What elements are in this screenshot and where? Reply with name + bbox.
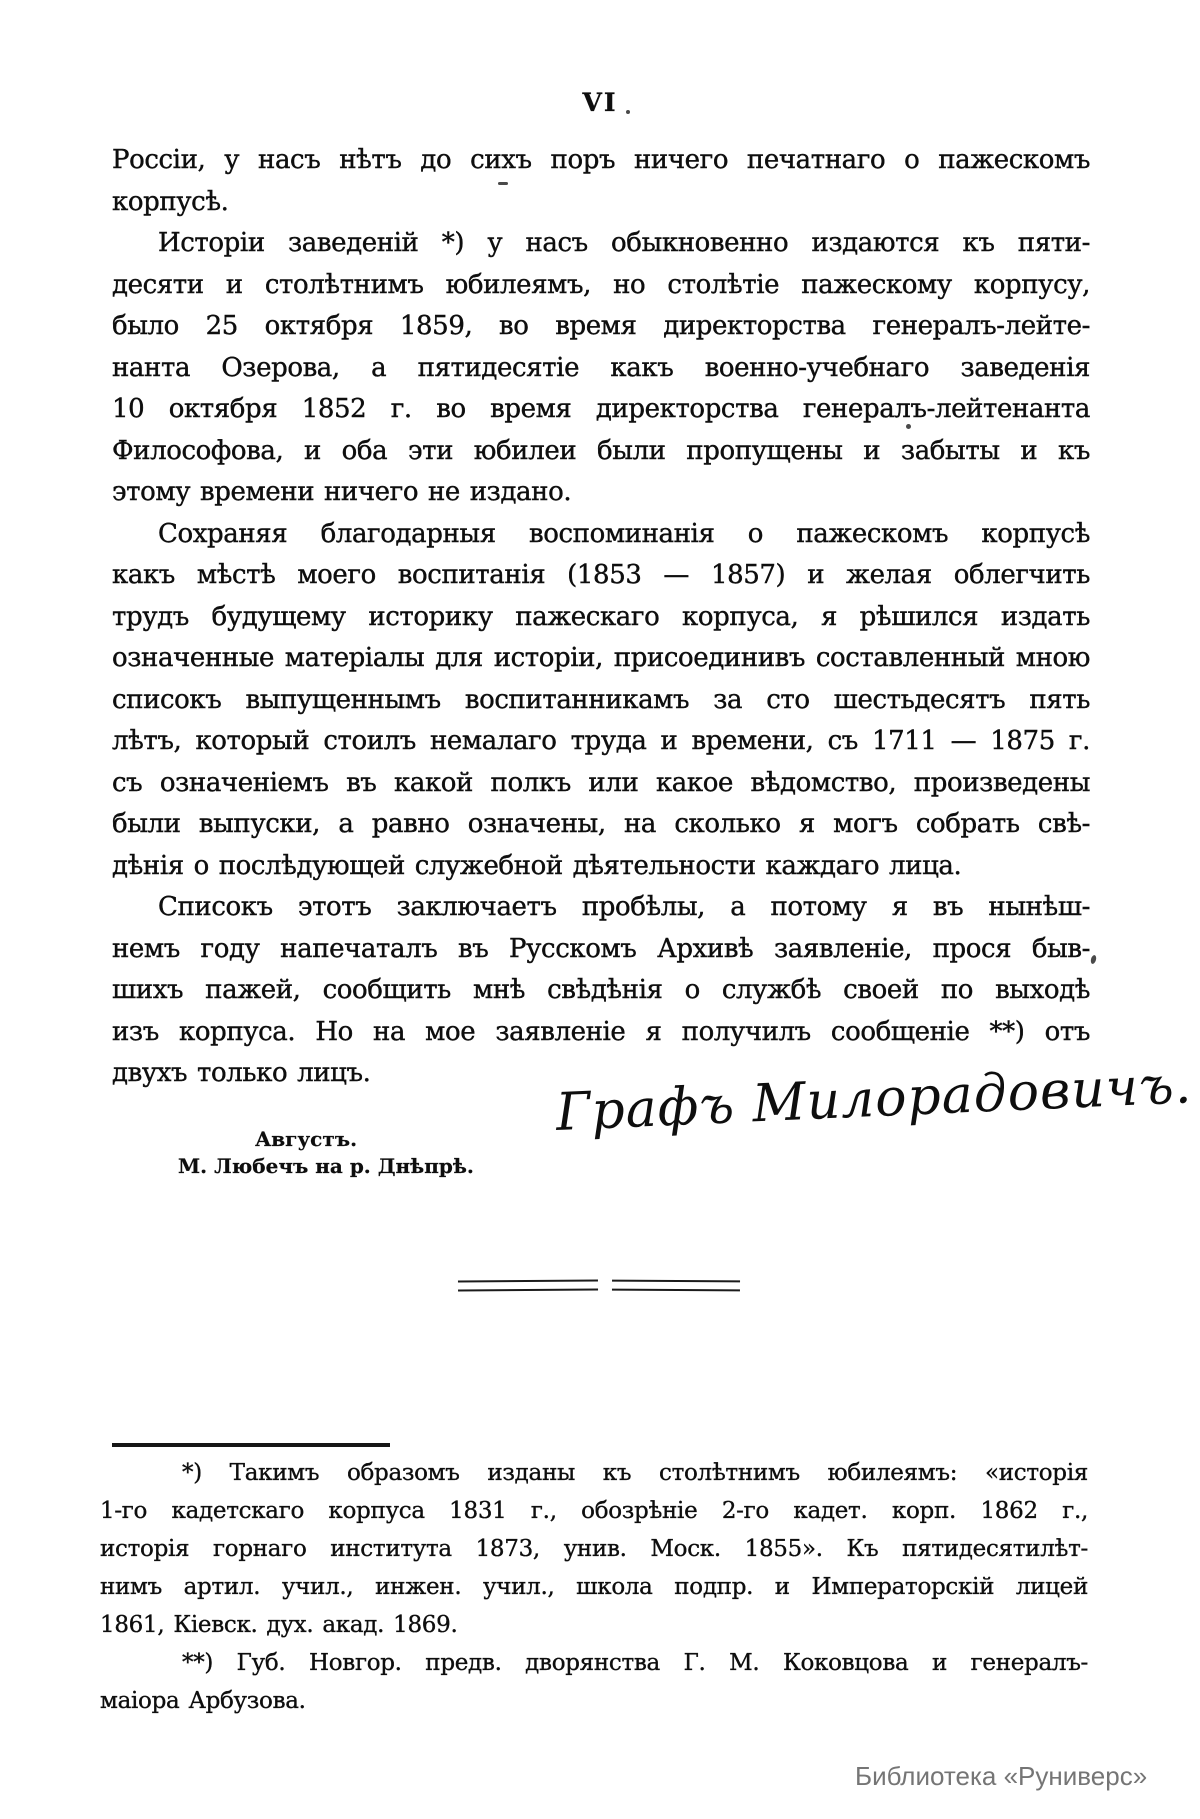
text-line: трудъ будущему историку пажескаго корпуса, я рѣшился издать	[112, 601, 1090, 632]
footnotes-block	[100, 1454, 1088, 1720]
text-line: нанта Озерова, а пятидесятіе какъ военно-учебнаго заведенія	[112, 352, 1090, 383]
text-line: изъ корпуса. Но на мое заявленіе я получилъ сообщеніе **) отъ	[112, 1016, 1090, 1047]
scan-speck	[906, 424, 911, 429]
text-line: съ означеніемъ въ какой полкъ или какое вѣдомство, произведены	[112, 767, 1090, 798]
text-line: шихъ пажей, сообщить мнѣ свѣдѣнія о службѣ своей по выходѣ	[112, 975, 1090, 1005]
text-line: *) Такимъ образомъ изданы къ столѣтнимъ юбилеямъ: «исторія	[182, 1460, 1088, 1486]
text-line: 1861, Кіевск. дух. акад. 1869.	[100, 1612, 458, 1638]
text-line: этому времени ничего не издано.	[112, 477, 572, 507]
dateline-block	[178, 1126, 474, 1180]
text-line: корпусѣ.	[112, 186, 229, 217]
footnote-rule	[112, 1443, 390, 1447]
text-line: 10 октября 1852 г. во время директорства генералъ-лейтенанта	[112, 394, 1090, 424]
text-line: лѣтъ, который стоилъ немалаго труда и времени, съ 1711 — 1875 г.	[112, 726, 1090, 756]
text-line: **) Губ. Новгор. предв. дворянства Г. М. Коковцова и генералъ-	[182, 1650, 1088, 1676]
text-line: десяти и столѣтнимъ юбилеямъ, но столѣтіе пажескому корпусу,	[112, 269, 1090, 300]
divider-segment	[612, 1280, 740, 1292]
text-line: какъ мѣстѣ моего воспитанія (1853 — 1857) и желая облегчить	[112, 560, 1090, 590]
scan-speck	[498, 182, 508, 185]
scan-speck	[626, 110, 630, 114]
divider-segment	[458, 1280, 598, 1292]
text-line: Россіи, у насъ нѣтъ до сихъ поръ ничего печатнаго о пажескомъ	[112, 145, 1090, 175]
text-line: маіора Арбузова.	[100, 1688, 306, 1714]
text-line: Списокъ этотъ заключаетъ пробѣлы, а потому я въ нынѣш-	[158, 892, 1090, 922]
library-watermark: Библиотека «Руниверс»	[855, 1761, 1148, 1791]
dateline-month: Августъ.	[254, 1127, 358, 1151]
dateline-place: М. Любечъ на р. Днѣпрѣ.	[178, 1154, 474, 1178]
text-line: были выпуски, а равно означены, на сколько я могъ собрать свѣ-	[112, 809, 1090, 839]
text-line: означенные матеріалы для исторіи, присоединивъ составленный мною	[112, 643, 1090, 673]
text-line: дѣнія о послѣдующей служебной дѣятельности каждаго лица.	[112, 850, 962, 881]
text-line: Философова, и оба эти юбилеи были пропущены и забыты и къ	[112, 435, 1090, 466]
section-divider	[458, 1280, 740, 1290]
text-line: было 25 октября 1859, во время директорства генералъ-лейте-	[112, 311, 1090, 341]
scan-speck	[1090, 955, 1097, 965]
text-line: 1-го кадетскаго корпуса 1831 г., обозрѣніе 2-го кадет. корп. 1862 г.,	[100, 1498, 1088, 1524]
text-line: двухъ только лицъ.	[112, 1058, 371, 1088]
text-line: немъ году напечаталъ въ Русскомъ Архивѣ заявленіе, прося быв-	[112, 933, 1090, 964]
signature-text: Графъ Милорадовичъ.	[554, 1055, 1194, 1143]
text-line: нимъ артил. учил., инжен. учил., школа подпр. и Императорскій лицей	[100, 1574, 1088, 1600]
text-line: Исторіи заведеній *) у насъ обыкновенно издаются къ пяти-	[158, 228, 1090, 258]
text-line: исторія горнаго института 1873, унив. Моск. 1855». Къ пятидесятилѣт-	[100, 1536, 1088, 1562]
text-line: Сохраняя благодарныя воспоминанія о пажескомъ корпусѣ	[158, 518, 1090, 549]
main-text-block	[112, 140, 1090, 1095]
text-line: списокъ выпущеннымъ воспитанникамъ за сто шестьдесятъ пять	[112, 684, 1090, 715]
page-number: VI	[582, 88, 618, 117]
